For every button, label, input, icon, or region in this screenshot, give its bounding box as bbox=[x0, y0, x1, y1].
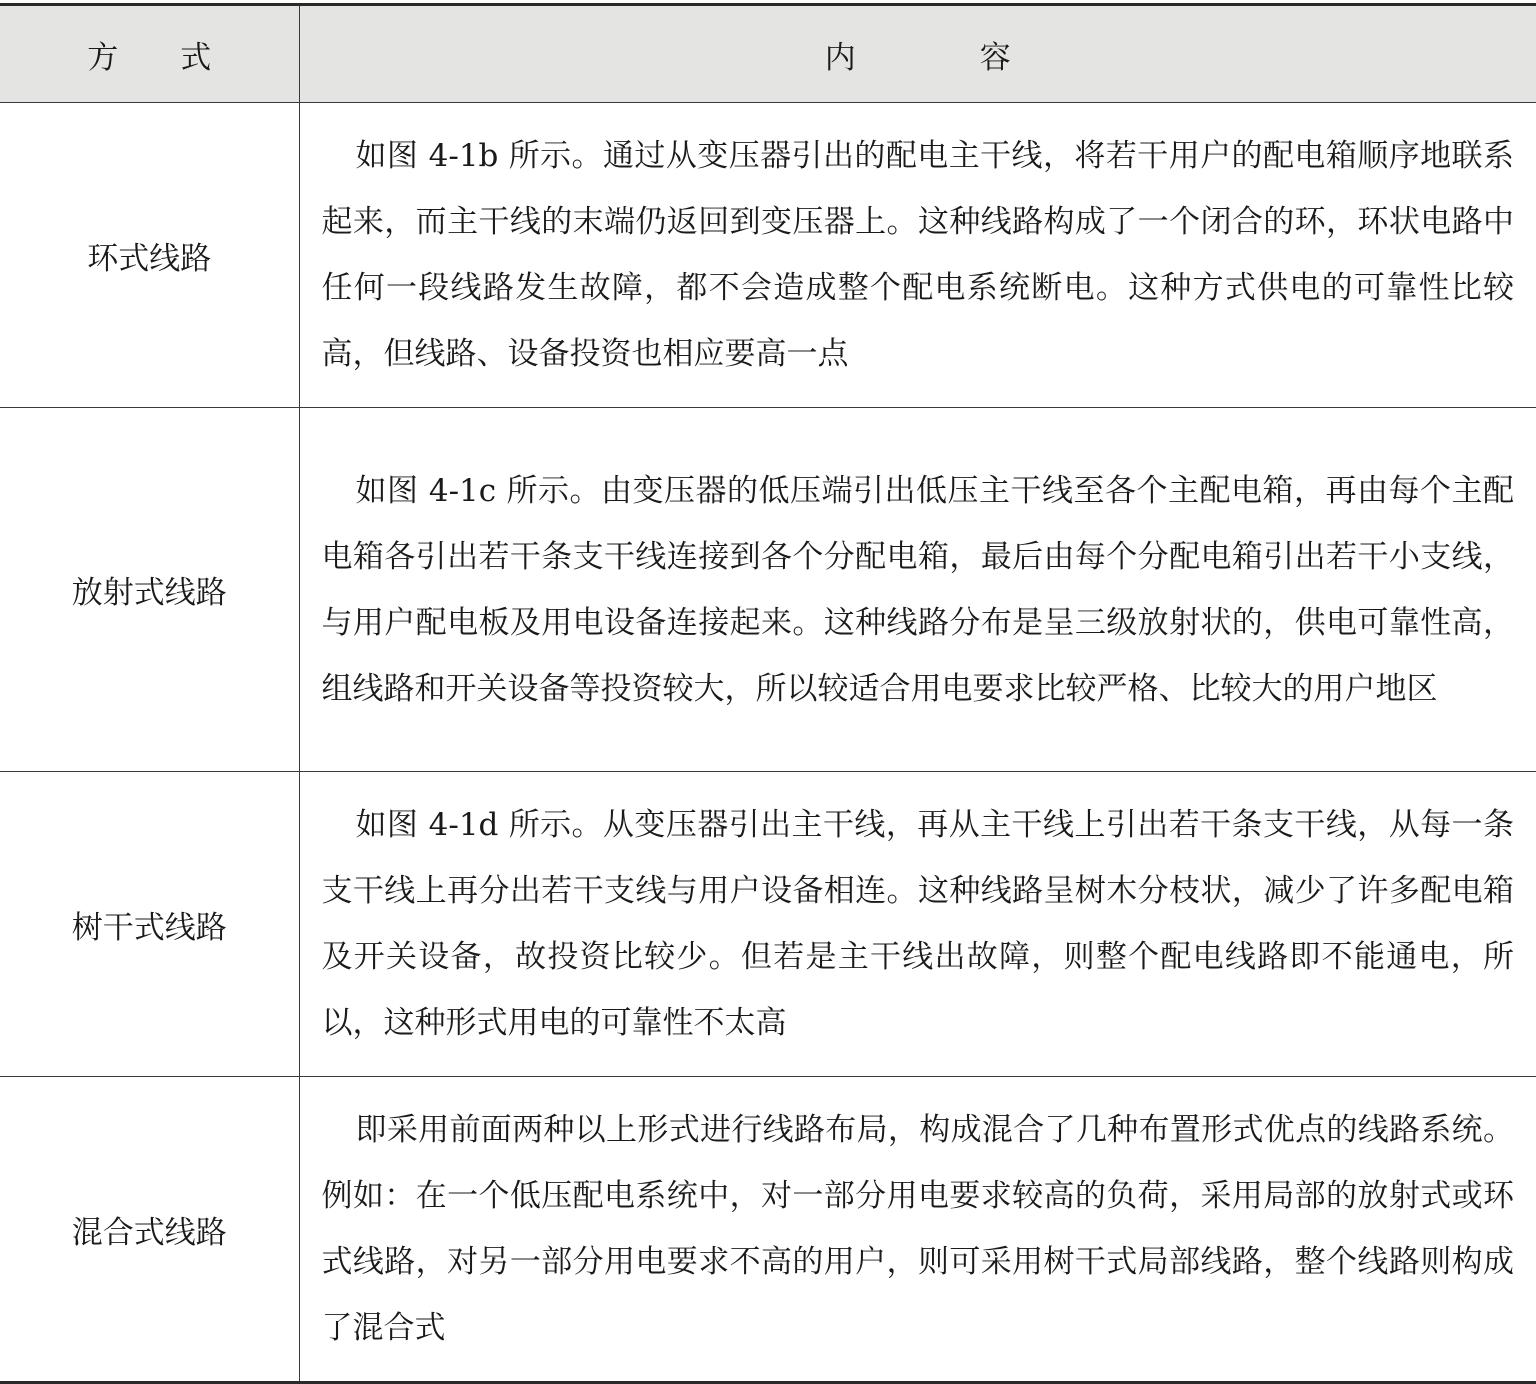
table-header bbox=[0, 5, 1536, 103]
header-content: 内 容 bbox=[299, 5, 1536, 103]
table-row bbox=[0, 408, 1536, 772]
table-body bbox=[0, 103, 1536, 1383]
table-row bbox=[0, 772, 1536, 1077]
table-row bbox=[0, 1077, 1536, 1383]
header-row bbox=[0, 5, 1536, 103]
content-cell: 如图 4-1c 所示。由变压器的低压端引出低压主干线至各个主配电箱，再由每个主配电箱各引出若干条支干线连接到各个分配电箱，最后由每个分配电箱引出若干小支线，与用户配电板及用电设备连接起来。这种线路分布是呈三级放射状的，供电可靠性高，组线路和开关设备等投资较大，所以较适合用电要求比较严格、比较大的用户地区 bbox=[299, 408, 1536, 772]
method-cell: 混合式线路 bbox=[0, 1077, 299, 1383]
method-cell: 放射式线路 bbox=[0, 408, 299, 772]
content-cell: 如图 4-1b 所示。通过从变压器引出的配电主干线，将若干用户的配电箱顺序地联系起来，而主干线的末端仍返回到变压器上。这种线路构成了一个闭合的环，环状电路中任何一段线路发生故障，都不会造成整个配电系统断电。这种方式供电的可靠性比较高，但线路、设备投资也相应要高一点 bbox=[299, 103, 1536, 408]
table-row bbox=[0, 103, 1536, 408]
content-cell: 如图 4-1d 所示。从变压器引出主干线，再从主干线上引出若干条支干线，从每一条支干线上再分出若干支线与用户设备相连。这种线路呈树木分枝状，减少了许多配电箱及开关设备，故投资比较少。但若是主干线出故障，则整个配电线路即不能通电，所以，这种形式用电的可靠性不太高 bbox=[299, 772, 1536, 1077]
header-method: 方 式 bbox=[0, 5, 299, 103]
content-cell: 即采用前面两种以上形式进行线路布局，构成混合了几种布置形式优点的线路系统。例如：在一个低压配电系统中，对一部分用电要求较高的负荷，采用局部的放射式或环式线路，对另一部分用电要求不高的用户，则可采用树干式局部线路，整个线路则构成了混合式 bbox=[299, 1077, 1536, 1383]
method-cell: 环式线路 bbox=[0, 103, 299, 408]
method-cell: 树干式线路 bbox=[0, 772, 299, 1077]
wiring-methods-table bbox=[0, 3, 1536, 1384]
